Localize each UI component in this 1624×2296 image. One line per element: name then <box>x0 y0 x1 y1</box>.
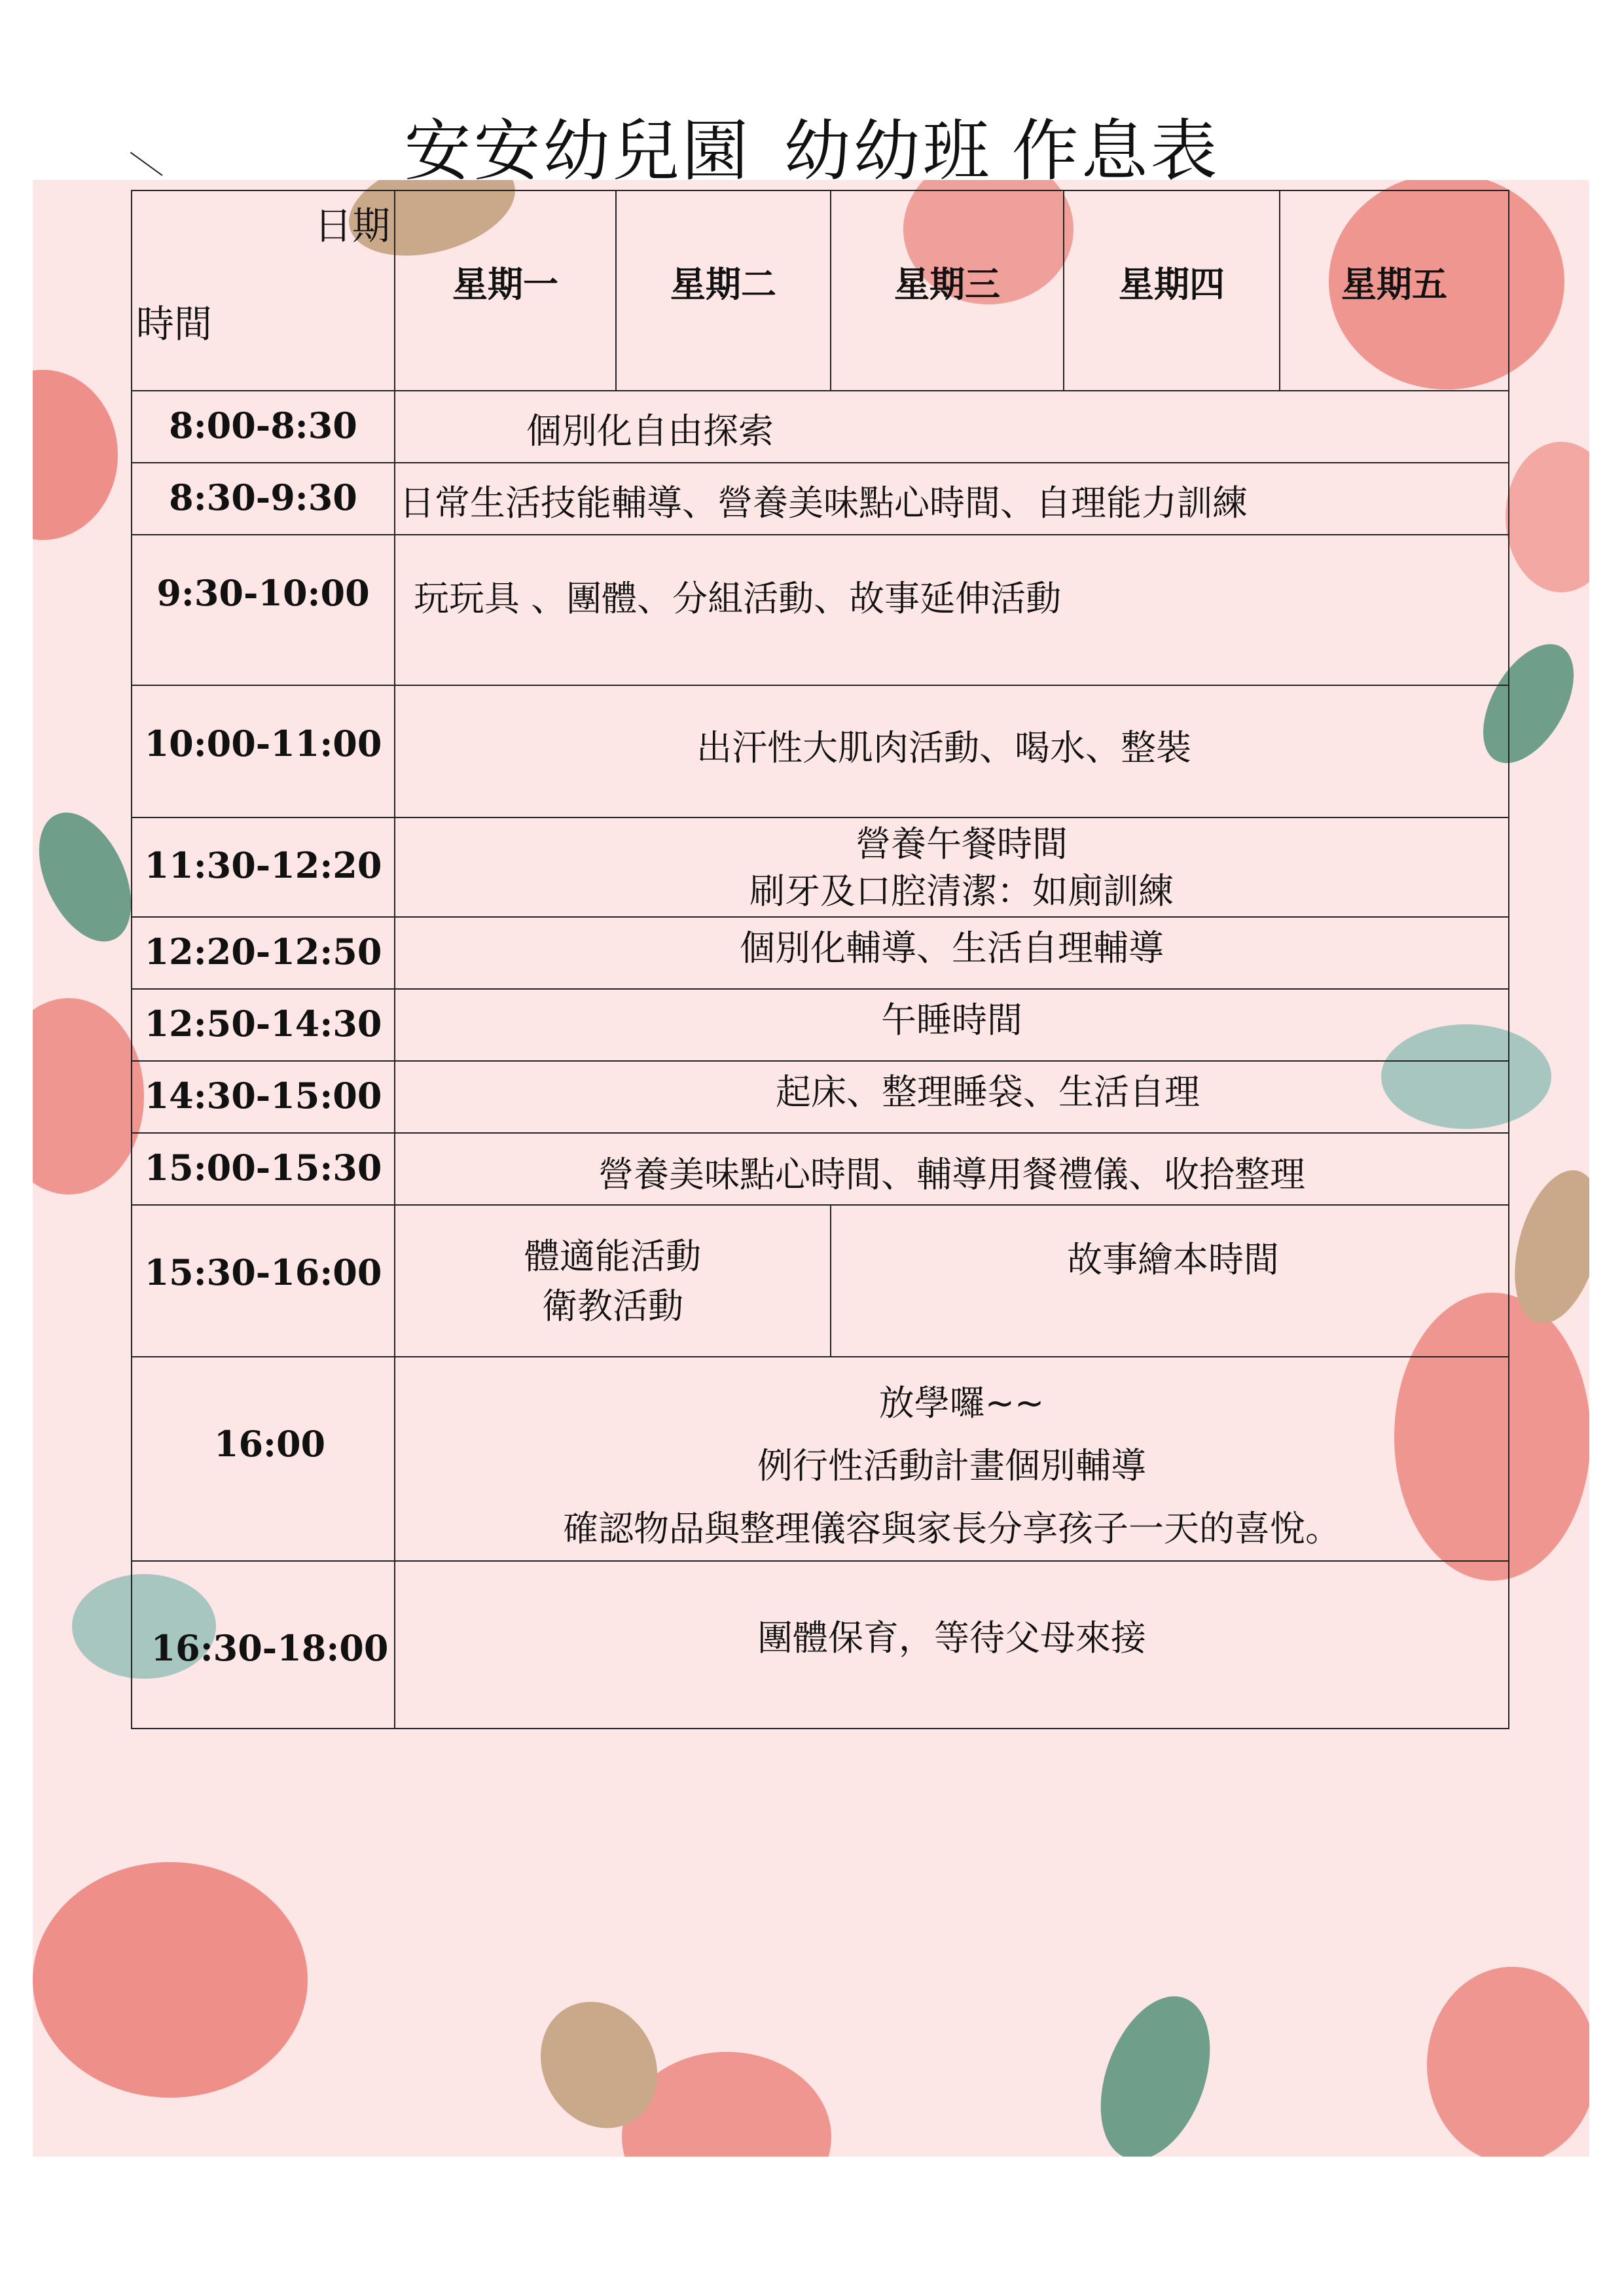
activity-line-fitness: 體適能活動 <box>524 1236 701 1277</box>
table-row <box>132 391 1509 463</box>
activity-line-brushing: 刷牙及口腔清潔：如廁訓練 <box>749 870 1174 912</box>
corner-date-label: 日期 <box>314 204 390 248</box>
table-row <box>132 1061 1509 1133</box>
table-row <box>132 1561 1509 1729</box>
activity-cell: 個別化自由探索 <box>395 391 1509 463</box>
activity-line-lunch: 營養午餐時間 <box>856 823 1068 865</box>
table-row <box>132 535 1509 685</box>
title-doc: 作息表 <box>1011 113 1220 190</box>
activity-cell: 日常生活技能輔導、營養美味點心時間、自理能力訓練 <box>395 463 1509 535</box>
activity-line-parents: 確認物品與整理儀容與家長分享孩子一天的喜悅。 <box>563 1508 1341 1549</box>
table-row <box>132 917 1509 989</box>
time-cell: 11:30-12:20 <box>132 817 395 917</box>
flower-bottom-right-icon <box>1427 1967 1589 2157</box>
activity-cell-story: 故事繪本時間 <box>831 1205 1509 1357</box>
table-row <box>132 1205 1509 1357</box>
table-row <box>132 817 1509 917</box>
schedule-table <box>131 190 1509 1729</box>
activity-cell <box>395 1357 1509 1561</box>
day-header-mon: 星期一 <box>395 190 616 391</box>
time-cell: 16:30-18:00 <box>132 1561 395 1729</box>
activity-cell: 起床、整理睡袋、生活自理 <box>395 1061 1509 1133</box>
table-row <box>132 685 1509 817</box>
corner-cell <box>132 190 395 391</box>
time-cell: 12:20-12:50 <box>132 917 395 989</box>
time-cell: 8:30-9:30 <box>132 463 395 535</box>
day-header-fri: 星期五 <box>1280 190 1509 391</box>
day-header-wed: 星期三 <box>831 190 1064 391</box>
activity-cell: 出汗性大肌肉活動、喝水、整裝 <box>395 685 1509 817</box>
activity-cell: 團體保育，等待父母來接 <box>395 1561 1509 1729</box>
activity-line-routine: 例行性活動計畫個別輔導 <box>757 1445 1146 1486</box>
flower-left-lower-icon <box>33 1862 308 2098</box>
time-cell: 10:00-11:00 <box>132 685 395 817</box>
time-cell: 16:00 <box>132 1357 395 1561</box>
table-row <box>132 1133 1509 1205</box>
table-row <box>132 1357 1509 1561</box>
title-class: 幼幼班 <box>784 113 992 190</box>
activity-line-dismissal: 放學囉~~ <box>878 1382 1045 1424</box>
time-cell: 12:50-14:30 <box>132 989 395 1061</box>
table-row <box>132 989 1509 1061</box>
flower-left-middle-icon <box>33 998 144 1194</box>
time-cell: 15:30-16:00 <box>132 1205 395 1357</box>
activity-cell: 營養美味點心時間、輔導用餐禮儀、收拾整理 <box>395 1133 1509 1205</box>
day-header-thu: 星期四 <box>1064 190 1280 391</box>
activity-cell <box>395 817 1509 917</box>
activity-cell: 玩玩具 、團體、分組活動、故事延伸活動 <box>395 535 1509 685</box>
time-cell: 14:30-15:00 <box>132 1061 395 1133</box>
time-cell: 8:00-8:30 <box>132 391 395 463</box>
time-cell: 9:30-10:00 <box>132 535 395 685</box>
leaf-green-bottom-icon <box>1080 1981 1231 2157</box>
table-row <box>132 463 1509 535</box>
title-school: 安安幼兒園 <box>404 113 751 190</box>
flower-right-upper-icon <box>1506 442 1589 592</box>
corner-time-label: 時間 <box>136 302 213 346</box>
page-title <box>0 98 1624 194</box>
day-header-tue: 星期二 <box>616 190 831 391</box>
flower-left-upper-icon <box>33 370 118 540</box>
time-cell: 15:00-15:30 <box>132 1133 395 1205</box>
activity-line-hygiene: 衛教活動 <box>542 1285 683 1327</box>
activity-cell-fitness <box>395 1205 831 1357</box>
header-row <box>132 190 1509 391</box>
activity-cell: 個別化輔導、生活自理輔導 <box>395 917 1509 989</box>
activity-cell: 午睡時間 <box>395 989 1509 1061</box>
